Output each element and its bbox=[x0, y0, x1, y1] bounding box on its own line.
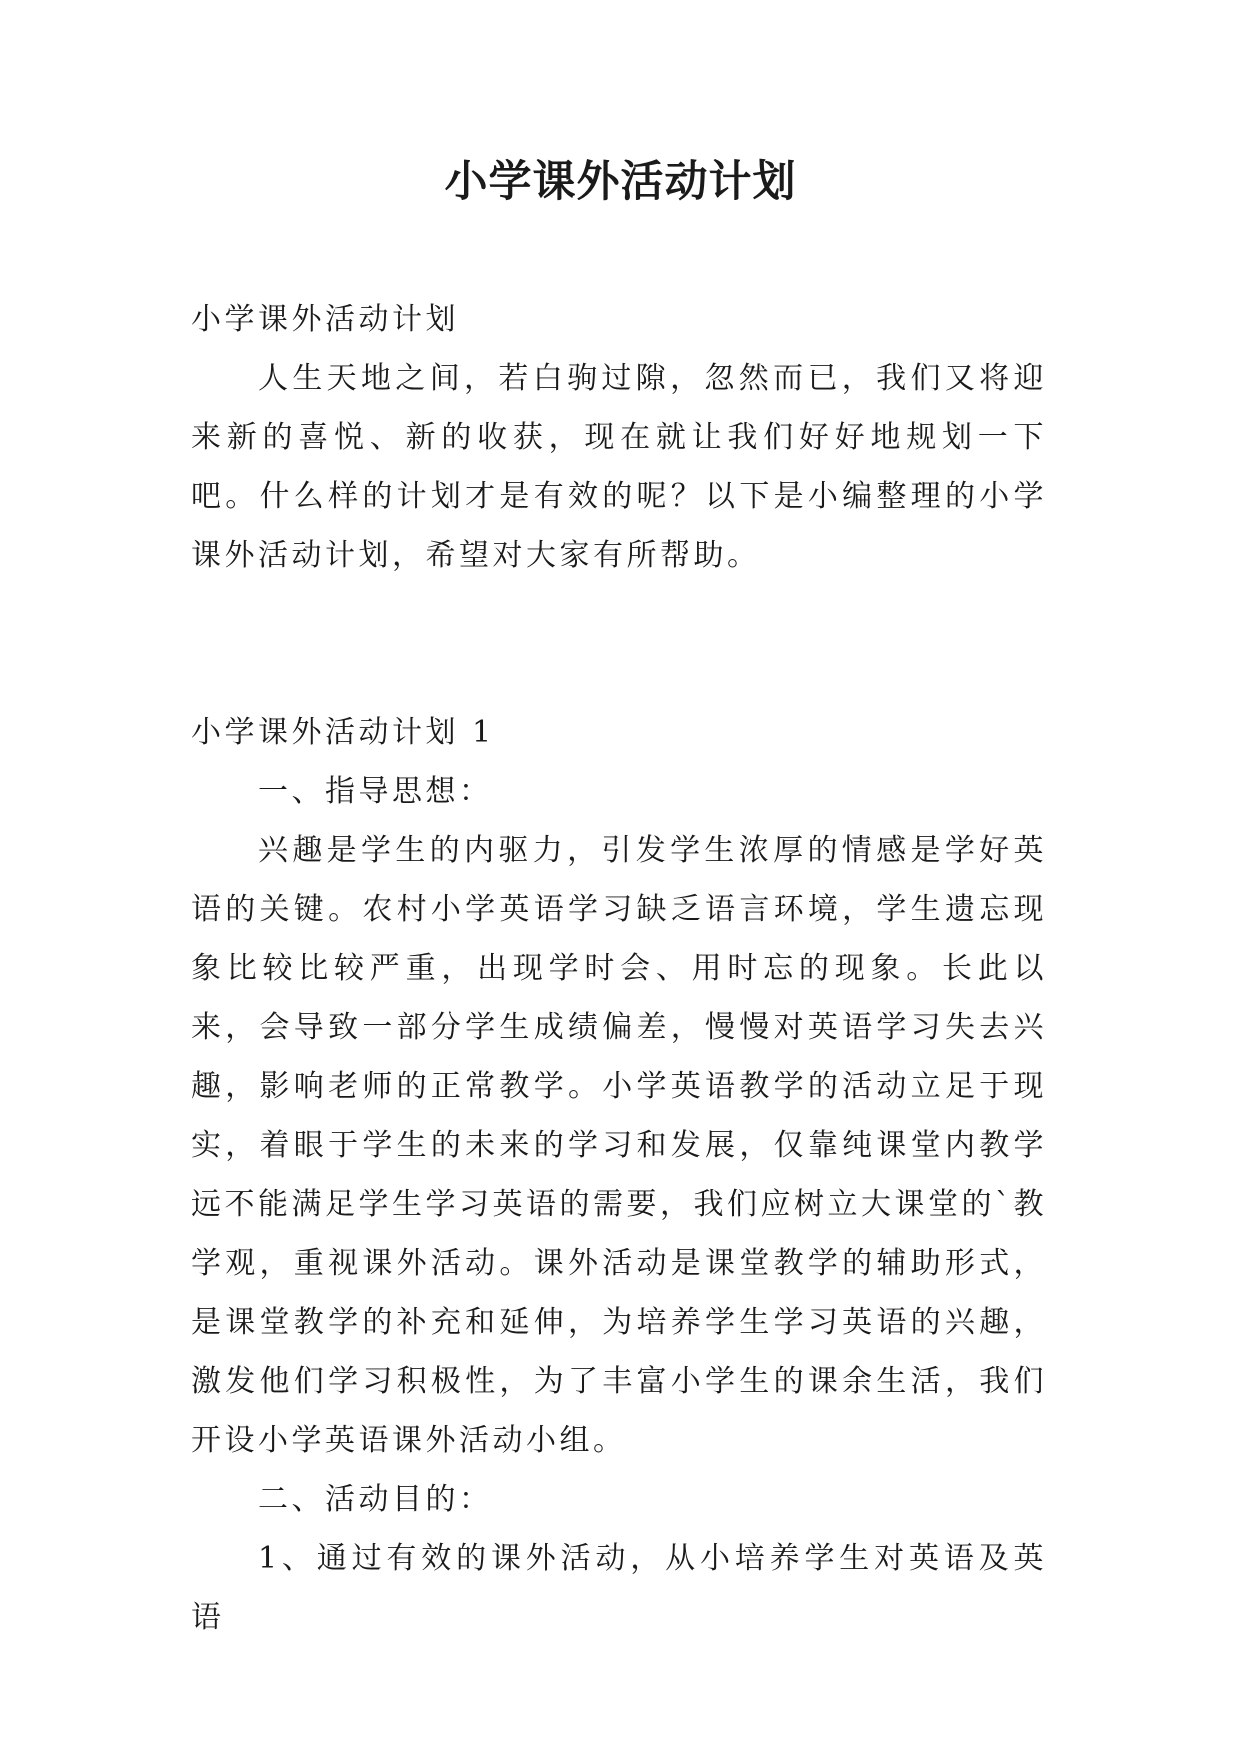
purpose-heading: 二、活动目的： bbox=[258, 1482, 493, 1517]
guiding-paragraph: 兴趣是学生的内驱力，引发学生浓厚的情感是学好英语的关键。农村小学英语学习缺乏语言环境，学生遗忘现象比较比较严重，出现学时会、用时忘的现象。长此以来，会导致一部分学生成绩偏差，慢慢对英语学习失去兴趣，影响老师的正常教学。小学英语教学的活动立足于现实，着眼于学生的未来的学习和发展，仅靠纯课堂内教学远不能满足学生学习英语的需要，我们应树立大课堂的`教学观，重视课外活动。课外活动是课堂教学的辅助形式，是课堂教学的补充和延伸，为培养学生学习英语的兴趣，激发他们学习积极性，为了丰富小学生的课余生活，我们开设小学英语课外活动小组。 bbox=[191, 833, 1047, 1458]
purpose-item: 1、通过有效的课外活动，从小培养学生对英语及英语 bbox=[191, 1541, 1047, 1635]
guiding-heading: 一、指导思想： bbox=[258, 774, 493, 809]
section-heading: 小学课外活动计划 1 bbox=[191, 715, 495, 750]
document-body bbox=[191, 290, 1047, 1647]
intro-paragraph: 人生天地之间，若白驹过隙，忽然而已，我们又将迎来新的喜悦、新的收获，现在就让我们好好地规划一下吧。什么样的计划才是有效的呢？以下是小编整理的小学课外活动计划，希望对大家有所帮助。 bbox=[191, 361, 1047, 573]
intro-heading: 小学课外活动计划 bbox=[191, 302, 459, 337]
document-title: 小学课外活动计划 bbox=[444, 157, 797, 207]
